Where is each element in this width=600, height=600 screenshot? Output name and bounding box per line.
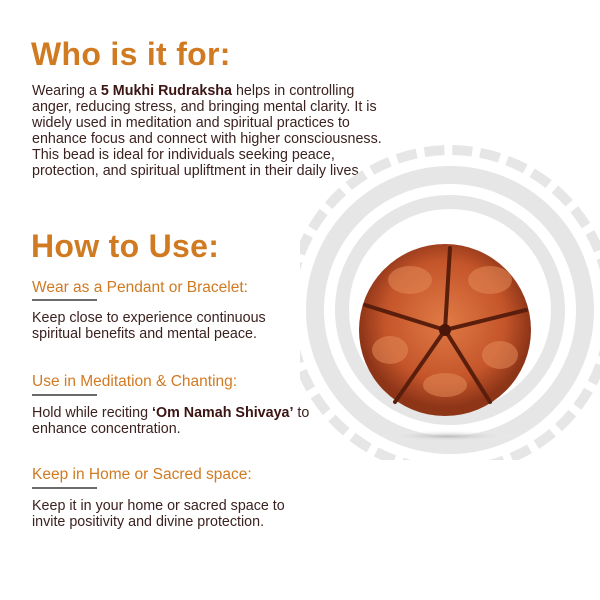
usage-text: Hold while reciting bbox=[32, 405, 152, 421]
rudraksha-illustration bbox=[300, 140, 600, 460]
bead-shadow bbox=[378, 430, 518, 442]
product-name: 5 Mukhi Rudraksha bbox=[100, 83, 232, 99]
divider bbox=[32, 487, 97, 489]
usage-text-pendant bbox=[32, 310, 282, 342]
usage-text: Keep close to experience continuous spiritual benefits and mental peace. bbox=[32, 310, 266, 342]
usage-text: Keep it in your home or sacred space to invite positivity and divine protection. bbox=[32, 498, 285, 530]
usage-title-home: Keep in Home or Sacred space: bbox=[32, 466, 252, 483]
who-text-post: helps in controlling anger, reducing stress, and bringing mental clarity. It is widely used in meditation and spiritual practices to enhance focus and connect with higher consciousness. This bead is ideal for individuals seeking peace, protection, and spiritual upliftment in their daily lives. bbox=[32, 83, 382, 179]
divider bbox=[32, 394, 97, 396]
usage-title-pendant: Wear as a Pendant or Bracelet: bbox=[32, 279, 248, 296]
who-text-pre: Wearing a bbox=[32, 83, 101, 99]
usage-text: to enhance concentration. bbox=[32, 405, 310, 437]
mantra: ‘Om Namah Shivaya’ bbox=[152, 405, 294, 421]
who-heading: Who is it for: bbox=[31, 36, 231, 72]
usage-text-home bbox=[32, 498, 297, 530]
divider bbox=[32, 299, 97, 301]
rudraksha-bead bbox=[359, 244, 531, 416]
usage-title-meditation: Use in Meditation & Chanting: bbox=[32, 373, 238, 390]
how-heading: How to Use: bbox=[31, 228, 220, 264]
usage-text-meditation bbox=[32, 405, 322, 437]
